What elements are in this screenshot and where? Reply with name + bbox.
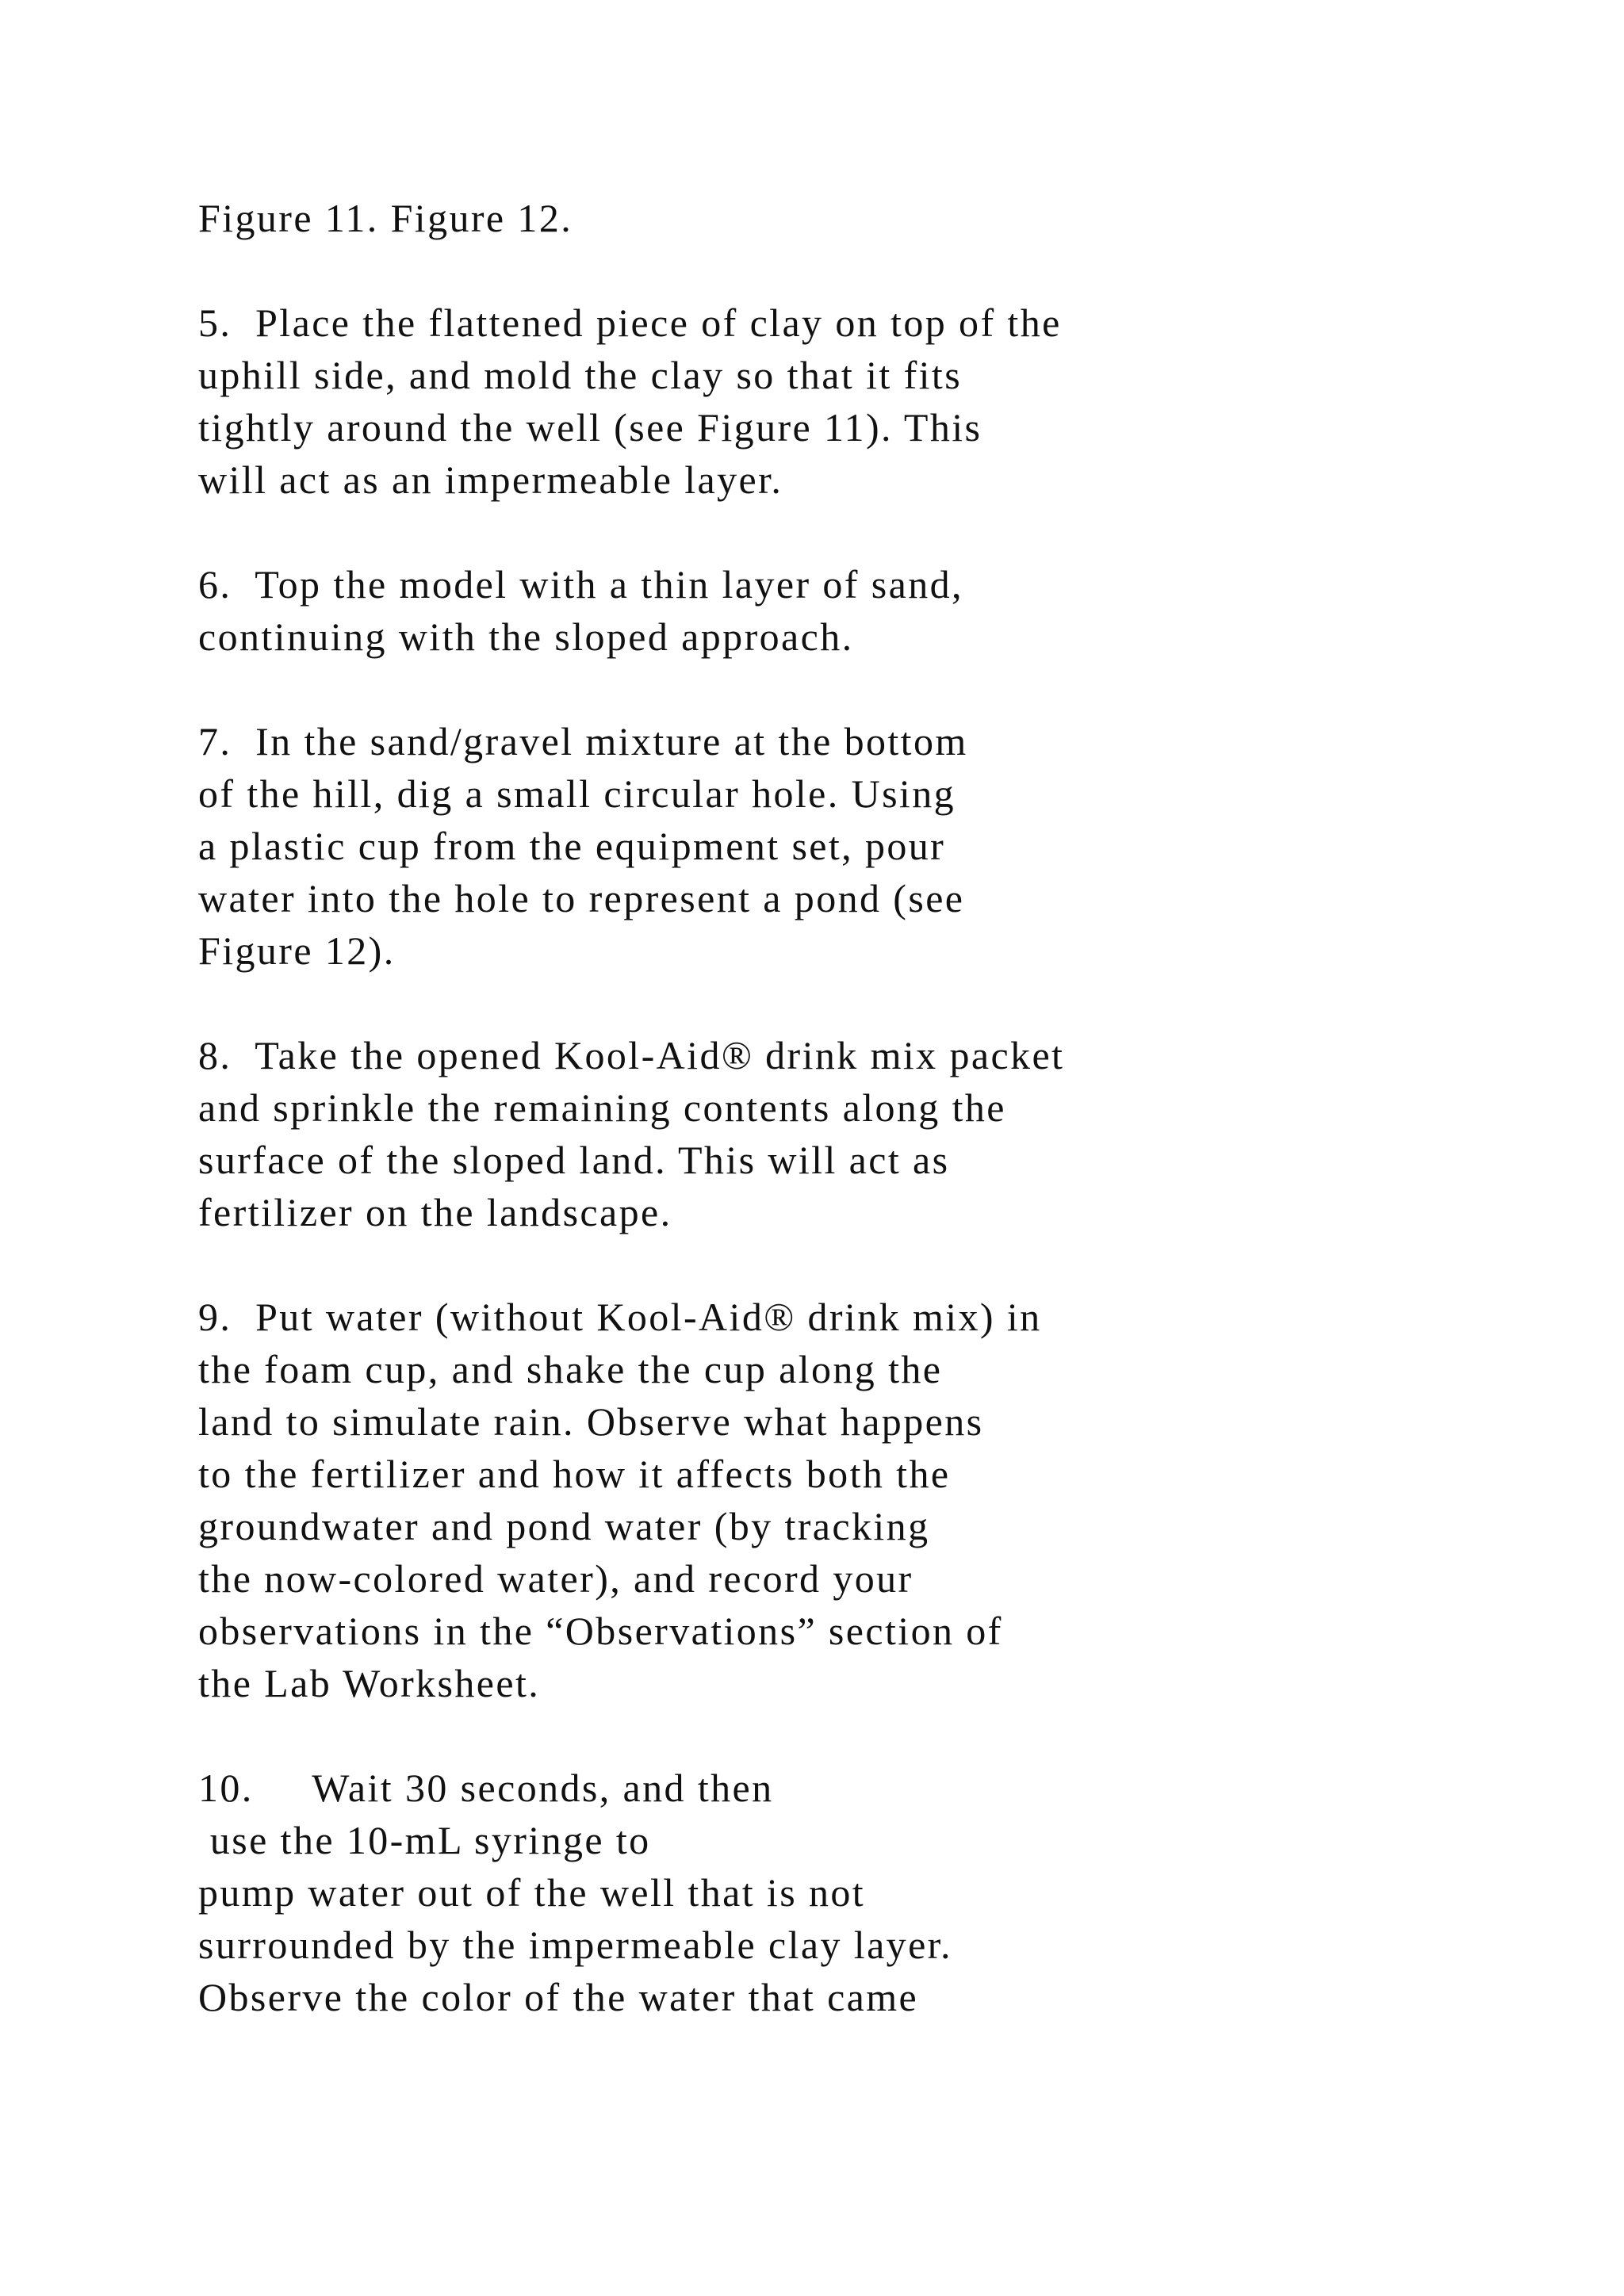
text-line: of the hill, dig a small circular hole. Using — [198, 771, 956, 816]
step-5-paragraph — [198, 297, 1546, 506]
text-line: use the 10-mL syringe to — [198, 1818, 651, 1862]
text-line: groundwater and pond water (by tracking — [198, 1504, 930, 1548]
text-line: observations in the “Observations” section of — [198, 1609, 1003, 1653]
text-line: 6. Top the model with a thin layer of sand, — [198, 562, 963, 607]
text-line: 9. Put water (without Kool-Aid® drink mix) in — [198, 1295, 1042, 1339]
text-line: water into the hole to represent a pond (see — [198, 876, 965, 920]
step-6-paragraph — [198, 558, 1546, 663]
text-line: Figure 12). — [198, 928, 396, 973]
text-line: to the fertilizer and how it affects both the — [198, 1452, 951, 1496]
paragraph-gap — [198, 244, 1546, 297]
text-line: surface of the sloped land. This will act as — [198, 1138, 950, 1182]
text-line: surrounded by the impermeable clay layer. — [198, 1923, 952, 1967]
text-line: the now-colored water), and record your — [198, 1556, 914, 1601]
paragraph-gap — [198, 663, 1546, 715]
document-body — [198, 192, 1546, 2023]
text-line: the foam cup, and shake the cup along the — [198, 1347, 943, 1391]
paragraph-gap — [198, 506, 1546, 558]
step-8-paragraph — [198, 1029, 1546, 1238]
text-line: tightly around the well (see Figure 11). This — [198, 405, 982, 450]
text-line: and sprinkle the remaining contents along the — [198, 1085, 1006, 1130]
text-line: 7. In the sand/gravel mixture at the bottom — [198, 719, 968, 763]
text-line: 10. Wait 30 seconds, and then — [198, 1766, 774, 1810]
text-line: fertilizer on the landscape. — [198, 1190, 672, 1234]
text-line: land to simulate rain. Observe what happens — [198, 1399, 984, 1444]
paragraph-gap — [198, 1238, 1546, 1291]
text-line: uphill side, and mold the clay so that it fits — [198, 353, 963, 397]
step-9-paragraph — [198, 1291, 1546, 1709]
text-line: pump water out of the well that is not — [198, 1870, 866, 1915]
step-7-paragraph — [198, 715, 1546, 977]
text-line: a plastic cup from the equipment set, pour — [198, 824, 946, 868]
figure-caption-line — [198, 192, 1546, 244]
text-line: the Lab Worksheet. — [198, 1661, 541, 1705]
text-line: continuing with the sloped approach. — [198, 614, 854, 659]
paragraph-gap — [198, 1709, 1546, 1762]
text-line: Figure 11. Figure 12. — [198, 196, 573, 240]
text-line: will act as an impermeable layer. — [198, 457, 783, 502]
text-line: Observe the color of the water that came — [198, 1975, 919, 2019]
paragraph-gap — [198, 977, 1546, 1029]
text-line: 5. Place the flattened piece of clay on top of the — [198, 300, 1062, 345]
text-line: 8. Take the opened Kool-Aid® drink mix packet — [198, 1033, 1065, 1077]
step-10-paragraph — [198, 1762, 1546, 2023]
